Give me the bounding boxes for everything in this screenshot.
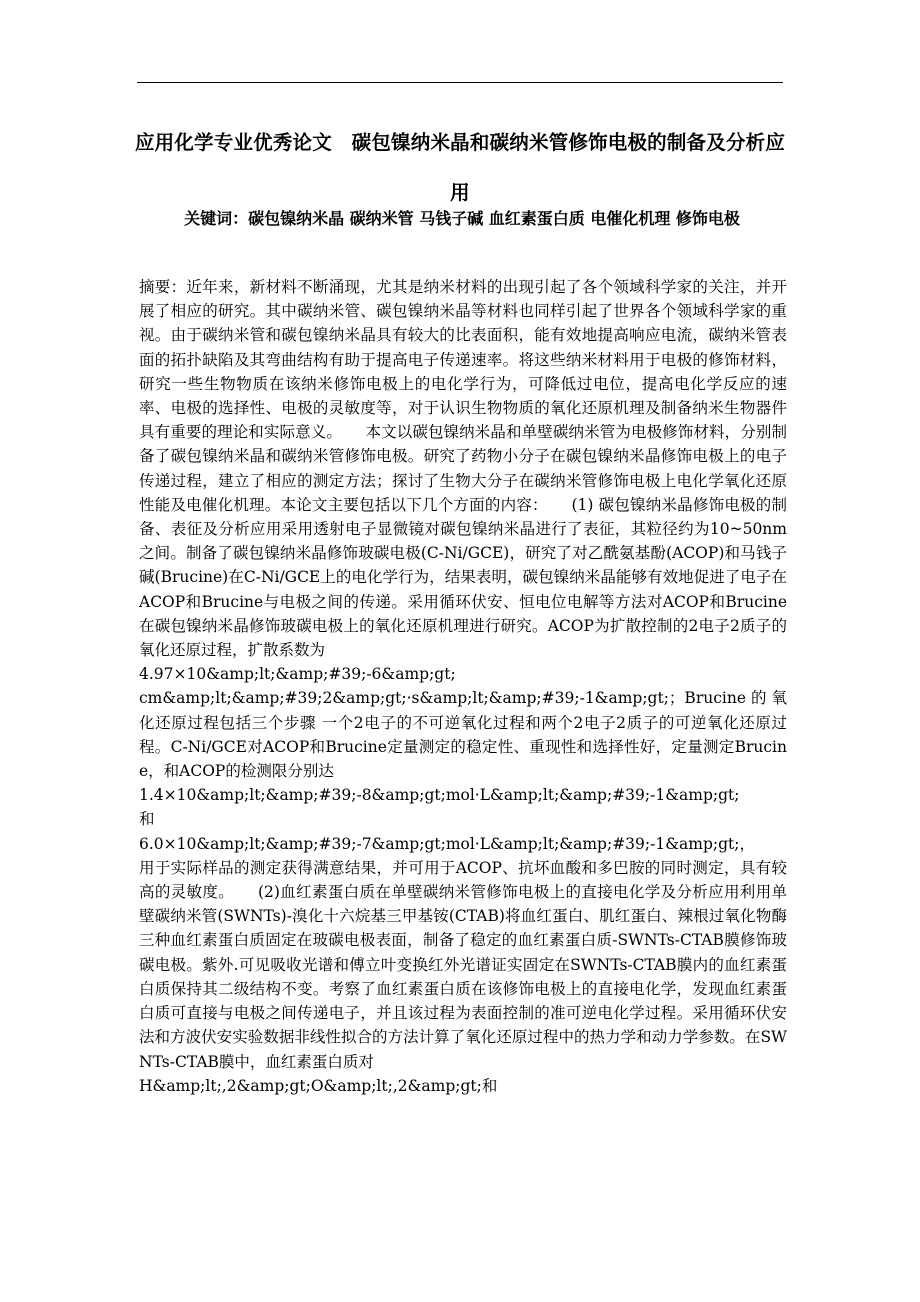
- abstract-paragraph: 摘要：近年来，新材料不断涌现，尤其是纳米材料的出现引起了各个领域科学家的关注，并开展了相应的研究。其中碳纳米管、碳包镍纳米晶等材料也同样引起了世界各个领域科学家的重视。由于碳纳米管和碳包镍纳米晶具有较大的比表面积，能有效地提高响应电流，碳纳米管表面的拓扑缺陷及其弯曲结构有助于提高电子传递速率。将这些纳米材料用于电极的修饰材料，研究一些生物物质在该纳米修饰电极上的电化学行为，可降低过电位，提高电化学反应的速率、电极的选择性、电极的灵敏度等，对于认识生物物质的氧化还原机理及制备纳米生物器件具有重要的理论和实际意义。 本文以碳包镍纳米晶和单壁碳纳米管为电极修饰材料，分别制备了碳包镍纳米晶和碳纳米管修饰电极。研究了药物小分子在碳包镍纳米晶修饰电极上的电子传递过程，建立了相应的测定方法；探讨了生物大分子在碳纳米管修饰电极上电化学氧化还原性能及电催化机理。本论文主要包括以下几个方面的内容： (1) 碳包镍纳米晶修饰电极的制备、表征及分析应用采用透射电子显微镜对碳包镍纳米晶进行了表征，其粒径约为10~50nm之间。制备了碳包镍纳米晶修饰玻碳电极(C-Ni/GCE)，研究了对乙酰氨基酚(ACOP)和马钱子碱(Brucine)在C-Ni/GCE上的电化学行为，结果表明，碳包镍纳米晶能够有效地促进了电子在ACOP和Brucine与电极之间的传递。采用循环伏安、恒电位电解等方法对ACOP和Brucine在碳包镍纳米晶修饰玻碳电极上的氧化还原机理进行研究。ACOP为扩散控制的2电子2质子的氧化还原过程，扩散系数为: [139, 278, 787, 660]
- keywords-line: 关键词：碳包镍纳米晶 碳纳米管 马钱子碱 血红素蛋白质 电催化机理 修饰电极: [184, 209, 740, 228]
- abstract-paragraph: 6.0×10&amp;lt;&amp;#39;-7&amp;gt;mol·L&amp;lt;&amp;#39;-1&amp;gt;，: [139, 834, 755, 853]
- abstract-body: [139, 275, 787, 1098]
- header-rule: [137, 82, 783, 83]
- abstract-paragraph: 用于实际样品的测定获得满意结果，并可用于ACOP、抗坏血酸和多巴胺的同时测定，具有较高的灵敏度。 (2)血红素蛋白质在单壁碳纳米管修饰电极上的直接电化学及分析应用利用单壁碳纳米管(SWNTs)-溴化十六烷基三甲基铵(CTAB)将血红蛋白、肌红蛋白、辣根过氧化物酶三种血红素蛋白质固定在玻碳电极表面，制备了稳定的血红素蛋白质-SWNTs-CTAB膜修饰玻碳电极。紫外.可见吸收光谱和傅立叶变换红外光谱证实固定在SWNTs-CTAB膜内的血红素蛋白质保持其二级结构不变。考察了血红素蛋白质在该修饰电极上的直接电化学，发现血红素蛋白质可直接与电极之间传递电子，并且该过程为表面控制的准可逆电化学过程。采用循环伏安法和方波伏安实验数据非线性拟合的方法计算了氧化还原过程中的热力学和动力学参数。在SWNTs-CTAB膜中，血红素蛋白质对: [139, 858, 787, 1071]
- abstract-paragraph: 4.97×10&amp;lt;&amp;#39;-6&amp;gt;: [139, 665, 456, 684]
- abstract-paragraph: H&amp;lt;,2&amp;gt;O&amp;lt;,2&amp;gt;和: [139, 1076, 498, 1095]
- abstract-paragraph: 和: [139, 810, 155, 829]
- abstract-paragraph: 1.4×10&amp;lt;&amp;#39;-8&amp;gt;mol·L&amp;lt;&amp;#39;-1&amp;gt;: [139, 786, 740, 805]
- document-title: 应用化学专业优秀论文 碳包镍纳米晶和碳纳米管修饰电极的制备及分析应用: [134, 131, 786, 204]
- abstract-paragraph: cm&amp;lt;&amp;#39;2&amp;gt;·s&amp;lt;&amp;#39;-1&amp;gt;；Brucine的氧化还原过程包括三个步骤 一个2电子的不可逆氧化过程和两个2电子2质子的可逆氧化还原过程。C-Ni/GCE对ACOP和Brucine定量测定的稳定性、重现性和选择性好，定量测定Brucine，和ACOP的检测限分别达: [139, 689, 787, 781]
